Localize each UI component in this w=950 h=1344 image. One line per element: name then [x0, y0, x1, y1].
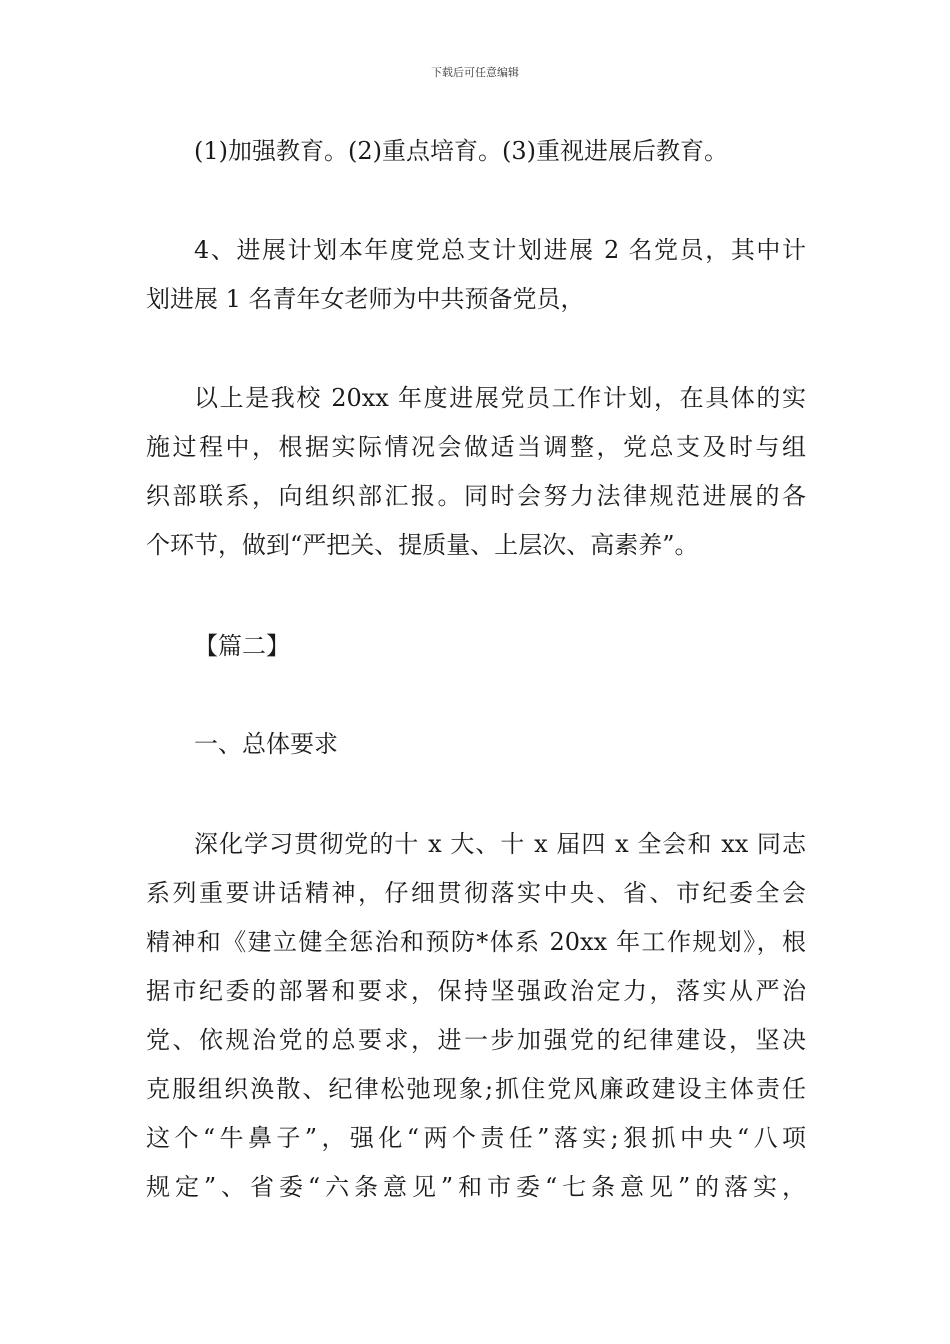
- paragraph-line: 据市纪委的部署和要求，保持坚强政治定力，落实从严治: [146, 977, 806, 1005]
- paragraph-1: [146, 127, 806, 176]
- paragraph-line: 织部联系，向组织部汇报。同时会努力法律规范进展的各: [146, 482, 806, 510]
- paragraph-line: 深化学习贯彻党的十 x 大、十 x 届四 x 全会和 xx 同志: [194, 830, 806, 858]
- subsection-heading-text: 一、总体要求: [194, 730, 338, 758]
- paragraph-line: 精神和《建立健全惩治和预防*体系 20xx 年工作规划》，根: [146, 928, 806, 956]
- paragraph-2: [146, 226, 806, 324]
- paragraph-line: 党、依规治党的总要求，进一步加强党的纪律建设，坚决: [146, 1026, 806, 1054]
- page-header-note: 下载后可任意编辑: [431, 66, 519, 79]
- subsection-heading: [146, 720, 806, 769]
- paragraph-line: (1)加强教育。(2)重点培育。(3)重视进展后教育。: [194, 137, 728, 165]
- paragraph-3: [146, 374, 806, 570]
- paragraph-line: 划进展 1 名青年女老师为中共预备党员，: [146, 285, 585, 313]
- section-heading: [146, 622, 806, 671]
- paragraph-line: 个环节，做到“严把关、提质量、上层次、高素养”。: [146, 531, 699, 559]
- section-heading-text: 【篇二】: [194, 632, 290, 660]
- paragraph-line: 4、进展计划本年度党总支计划进展 2 名党员，其中计: [194, 236, 806, 264]
- paragraph-line: 以上是我校 20xx 年度进展党员工作计划，在具体的实: [194, 384, 806, 412]
- paragraph-line: 施过程中，根据实际情况会做适当调整，党总支及时与组: [146, 433, 806, 461]
- paragraph-line: 这个“牛鼻子”，强化“两个责任”落实;狠抓中央“八项: [146, 1124, 806, 1152]
- paragraph-line: 系列重要讲话精神，仔细贯彻落实中央、省、市纪委全会: [146, 879, 806, 907]
- paragraph-6: [146, 820, 806, 1212]
- paragraph-line: 规定”、省委“六条意见”和市委“七条意见”的落实，: [146, 1173, 806, 1201]
- paragraph-line: 克服组织涣散、纪律松弛现象;抓住党风廉政建设主体责任: [146, 1075, 806, 1103]
